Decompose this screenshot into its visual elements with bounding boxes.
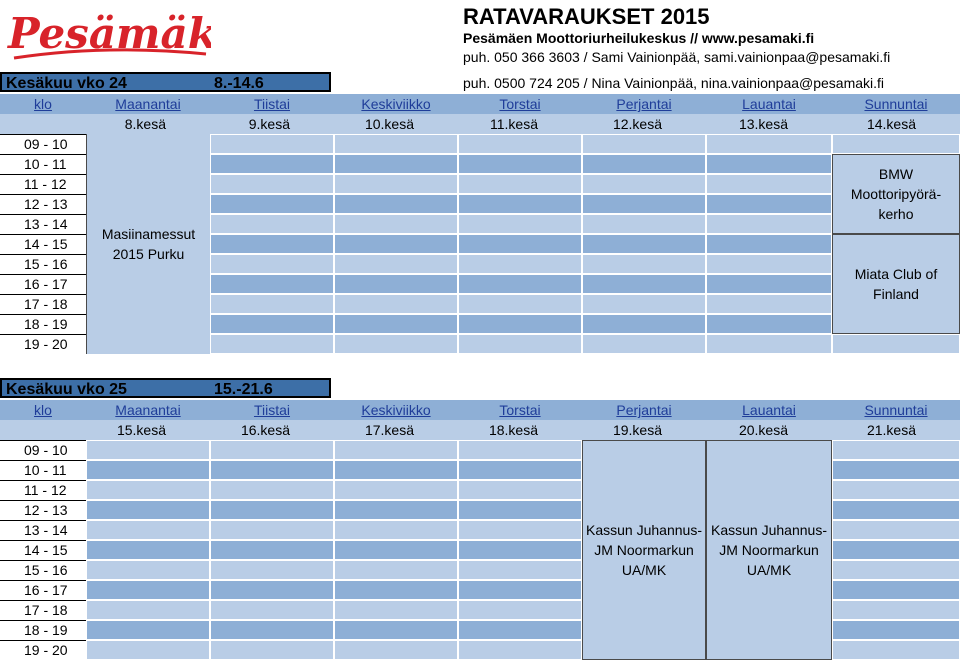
slot-cell[interactable] [334,154,458,174]
slot-cell[interactable] [334,500,458,520]
column-header-5: Perjantai [582,400,706,420]
slot-cell[interactable] [334,294,458,314]
row-divider [0,314,86,315]
row-divider [0,334,86,335]
slot-cell[interactable] [706,294,832,314]
logo-wordmark [6,4,211,66]
slot-cell[interactable] [832,480,960,500]
slot-cell[interactable] [210,560,334,580]
slot-cell[interactable] [706,154,832,174]
header-line-1: Pesämäen Moottoriurheilukeskus // www.pesamaki.fi [463,30,815,46]
row-divider [0,174,86,175]
slot-cell[interactable] [458,314,582,334]
slot-cell[interactable] [210,274,334,294]
row-divider [0,214,86,215]
booking-event[interactable] [706,440,832,660]
slot-cell[interactable] [458,520,582,540]
slot-cell[interactable] [832,540,960,560]
row-divider [0,234,86,235]
column-header-4: Torstai [458,400,582,420]
week-bar-24 [0,72,331,92]
slot-cell[interactable] [86,640,210,660]
column-header-3: Keskiviikko [334,94,458,114]
slot-cell[interactable] [210,154,334,174]
slot-cell[interactable] [334,194,458,214]
week-25-calendar [0,400,960,666]
booking-event-label: BMW Moottoripyörä- kerho [850,166,942,222]
slot-cell[interactable] [210,314,334,334]
time-label: 09 - 10 [24,442,68,458]
week-range: 8.-14.6 [214,75,264,92]
slot-cell[interactable] [86,620,210,640]
row-divider [0,134,86,135]
slot-cell[interactable] [210,254,334,274]
slot-cell[interactable] [582,334,706,354]
time-label: 14 - 15 [24,236,68,252]
time-label: 19 - 20 [24,642,68,658]
slot-cell[interactable] [334,254,458,274]
slot-cell[interactable] [706,234,832,254]
time-label: 11 - 12 [24,482,67,498]
slot-cell[interactable] [334,600,458,620]
booking-event-label: Kassun Juhannus- JM Noormarkun UA/MK [586,522,702,578]
page-title: RATAVARAUKSET 2015 [463,4,710,29]
date-cell: 21.kesä [866,422,916,438]
slot-cell[interactable] [458,560,582,580]
row-divider [0,520,86,521]
slot-cell[interactable] [832,600,960,620]
time-label: 17 - 18 [24,296,68,312]
time-label: 18 - 19 [24,316,68,332]
column-header-2: Tiistai [210,94,334,114]
slot-cell[interactable] [706,194,832,214]
pesamaki-logo [6,4,211,71]
slot-cell[interactable] [832,460,960,480]
time-label: 19 - 20 [24,336,68,352]
date-cell: 19.kesä [612,422,662,438]
column-header-7: Sunnuntai [832,94,960,114]
week-label: Kesäkuu vko 24 [6,75,127,92]
booking-event-label: Masiinamessut 2015 Purku [101,226,196,262]
slot-cell[interactable] [334,620,458,640]
slot-cell[interactable] [832,134,960,154]
time-label: 13 - 14 [24,216,68,232]
column-header-7: Sunnuntai [832,400,960,420]
slot-cell[interactable] [706,274,832,294]
row-divider [0,460,86,461]
row-divider [0,640,86,641]
slot-cell[interactable] [334,274,458,294]
date-cell: 9.kesä [248,116,290,132]
slot-cell[interactable] [706,134,832,154]
column-header-3: Keskiviikko [334,400,458,420]
slot-cell[interactable] [706,254,832,274]
row-divider [0,440,86,441]
slot-cell[interactable] [582,174,706,194]
time-label: 13 - 14 [24,522,68,538]
slot-cell[interactable] [86,440,210,460]
slot-cell[interactable] [334,580,458,600]
slot-cell[interactable] [458,294,582,314]
slot-cell[interactable] [334,460,458,480]
slot-cell[interactable] [210,174,334,194]
row-divider [0,580,86,581]
row-divider [0,620,86,621]
slot-cell[interactable] [458,234,582,254]
slot-cell[interactable] [334,334,458,354]
date-cell: 14.kesä [866,116,916,132]
slot-cell[interactable] [458,640,582,660]
slot-cell[interactable] [458,254,582,274]
booking-event[interactable] [582,440,706,660]
slot-cell[interactable] [582,134,706,154]
booking-event[interactable] [832,154,960,234]
slot-cell[interactable] [458,154,582,174]
slot-cell[interactable] [458,440,582,460]
slot-cell[interactable] [86,600,210,620]
time-label: 16 - 17 [24,276,68,292]
row-divider [0,274,86,275]
slot-cell[interactable] [334,214,458,234]
row-divider [0,480,86,481]
slot-cell[interactable] [832,560,960,580]
slot-cell[interactable] [582,294,706,314]
slot-cell[interactable] [334,440,458,460]
slot-cell[interactable] [458,214,582,234]
column-header-0: klo [0,94,86,114]
slot-cell[interactable] [458,174,582,194]
slot-cell[interactable] [210,480,334,500]
slot-cell[interactable] [210,440,334,460]
slot-cell[interactable] [832,580,960,600]
date-cell: 12.kesä [612,116,662,132]
time-label: 15 - 16 [24,256,68,272]
slot-cell[interactable] [210,500,334,520]
slot-cell[interactable] [86,520,210,540]
slot-cell[interactable] [458,600,582,620]
slot-cell[interactable] [210,134,334,154]
row-divider [0,194,86,195]
slot-cell[interactable] [458,480,582,500]
booking-event[interactable] [832,234,960,334]
slot-cell[interactable] [832,334,960,354]
slot-cell[interactable] [86,500,210,520]
slot-cell[interactable] [582,234,706,254]
slot-cell[interactable] [210,620,334,640]
date-cell: 8.kesä [124,116,166,132]
time-label: 10 - 11 [24,462,67,478]
slot-cell[interactable] [582,314,706,334]
slot-cell[interactable] [832,640,960,660]
time-label: 11 - 12 [24,176,67,192]
date-cell: 15.kesä [116,422,166,438]
slot-cell[interactable] [86,460,210,480]
slot-cell[interactable] [334,520,458,540]
slot-cell[interactable] [210,194,334,214]
time-label: 10 - 11 [24,156,67,172]
row-divider [0,560,86,561]
slot-cell[interactable] [458,274,582,294]
slot-cell[interactable] [832,500,960,520]
row-divider [0,600,86,601]
row-divider [0,154,86,155]
slot-cell[interactable] [334,540,458,560]
slot-cell[interactable] [458,334,582,354]
date-cell: 16.kesä [240,422,290,438]
column-header-6: Lauantai [706,400,832,420]
slot-cell[interactable] [210,540,334,560]
date-cell: 13.kesä [738,116,788,132]
slot-cell[interactable] [706,214,832,234]
slot-cell[interactable] [706,334,832,354]
date-cell: 10.kesä [364,116,414,132]
date-cell: 20.kesä [738,422,788,438]
slot-cell[interactable] [458,460,582,480]
header-line-2: puh. 050 366 3603 / Sami Vainionpää, sami.vainionpaa@pesamaki.fi [463,49,891,65]
booking-event-label: Kassun Juhannus- JM Noormarkun UA/MK [711,522,827,578]
time-label: 12 - 13 [24,196,68,212]
slot-cell[interactable] [86,480,210,500]
time-label: 15 - 16 [24,562,68,578]
slot-cell[interactable] [210,640,334,660]
slot-cell[interactable] [582,154,706,174]
date-cell: 11.kesä [490,116,538,132]
booking-event[interactable] [86,134,210,354]
slot-cell[interactable] [334,134,458,154]
slot-cell[interactable] [86,560,210,580]
time-label: 09 - 10 [24,136,68,152]
slot-cell[interactable] [334,234,458,254]
slot-cell[interactable] [334,314,458,334]
booking-event-label: Miata Club of Finland [854,266,938,302]
date-cell: 18.kesä [488,422,538,438]
slot-cell[interactable] [210,334,334,354]
time-label: 17 - 18 [24,602,68,618]
column-header-0: klo [0,400,86,420]
slot-cell[interactable] [210,294,334,314]
time-label: 14 - 15 [24,542,68,558]
row-divider [0,254,86,255]
slot-cell[interactable] [210,520,334,540]
slot-cell[interactable] [582,254,706,274]
week-label: Kesäkuu vko 25 [6,381,127,398]
slot-cell[interactable] [582,214,706,234]
week-range: 15.-21.6 [214,381,273,398]
slot-cell[interactable] [706,174,832,194]
slot-cell[interactable] [832,620,960,640]
row-divider [0,500,86,501]
slot-cell[interactable] [458,134,582,154]
header-line-3: puh. 0500 724 205 / Nina Vainionpää, nina.vainionpaa@pesamaki.fi [463,75,885,91]
column-header-2: Tiistai [210,400,334,420]
date-cell: 17.kesä [364,422,414,438]
slot-cell[interactable] [458,500,582,520]
column-header-1: Maanantai [86,94,210,114]
slot-cell[interactable] [334,640,458,660]
column-header-6: Lauantai [706,94,832,114]
row-divider [0,294,86,295]
time-label: 12 - 13 [24,502,68,518]
logo-text: Pesämäki [8,9,211,58]
column-header-1: Maanantai [86,400,210,420]
slot-cell[interactable] [458,540,582,560]
row-divider [0,540,86,541]
week-24-calendar [0,94,960,354]
slot-cell[interactable] [210,234,334,254]
slot-cell[interactable] [706,314,832,334]
slot-cell[interactable] [582,194,706,214]
slot-cell[interactable] [86,540,210,560]
column-header-4: Torstai [458,94,582,114]
slot-cell[interactable] [210,214,334,234]
slot-cell[interactable] [210,460,334,480]
slot-cell[interactable] [210,600,334,620]
slot-cell[interactable] [832,440,960,460]
slot-cell[interactable] [458,194,582,214]
slot-cell[interactable] [458,620,582,640]
time-label: 16 - 17 [24,582,68,598]
time-label: 18 - 19 [24,622,68,638]
slot-cell[interactable] [334,560,458,580]
slot-cell[interactable] [832,520,960,540]
slot-cell[interactable] [458,580,582,600]
slot-cell[interactable] [210,580,334,600]
slot-cell[interactable] [86,580,210,600]
week-bar-25 [0,378,331,398]
slot-cell[interactable] [582,274,706,294]
column-header-5: Perjantai [582,94,706,114]
slot-cell[interactable] [334,480,458,500]
slot-cell[interactable] [334,174,458,194]
